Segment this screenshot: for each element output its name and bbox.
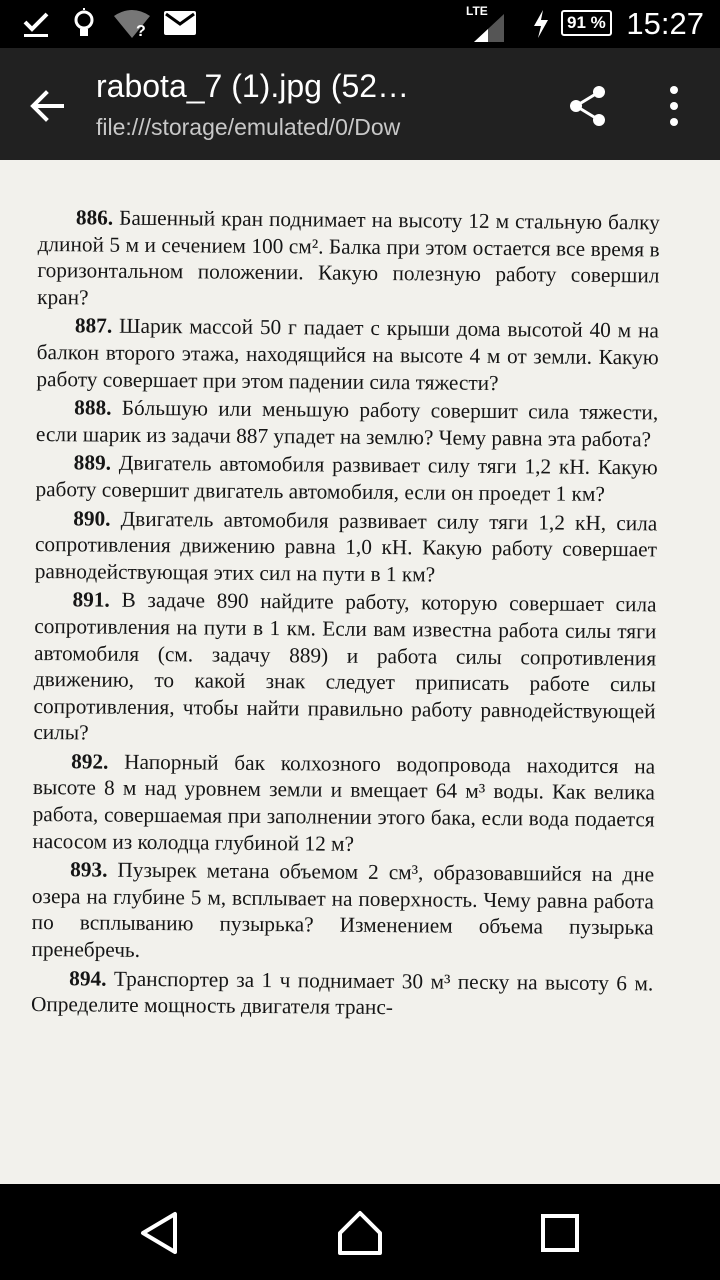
problem-887 <box>36 312 659 397</box>
app-bar <box>0 48 720 160</box>
problem-886 <box>37 204 660 316</box>
problem-text: Бóльшую или меньшую работу совершит сила тяжести, если шарик из задачи 887 упадет на землю? Чему равна эта работа? <box>35 395 659 452</box>
problem-number: 893. <box>70 857 108 882</box>
more-vert-icon[interactable] <box>660 84 688 128</box>
problem-text: Башенный кран поднимает на высоту 12 м стальную балку длиной 5 м и сечением 100 см². Балка при этом остается все время в горизонтальном положении. Какую полезную работу совершил кран? <box>37 205 660 310</box>
problem-text: Пузырек метана объемом 2 см³, образовавшийся на дне озера на глубине 5 м, всплывает на поверхность. Чему равна работа по всплыванию пузырька? Изменением объема пузырька пренебречь. <box>31 857 655 962</box>
problem-number: 890. <box>73 505 111 531</box>
problem-number: 886. <box>75 205 114 230</box>
share-icon[interactable] <box>566 84 610 128</box>
back-arrow-icon[interactable] <box>28 86 68 126</box>
navigation-bar <box>0 1184 720 1280</box>
problem-text: Напорный бак колхозного водопровода находится на высоте 8 м над уровнем земли и вмещает 64 м³ воды. Как велика работа, совершаемая при заполнении этого бака, если вода подается насосом из колодца глубиной 12 м? <box>32 749 656 856</box>
problem-number: 888. <box>74 395 112 420</box>
problem-number: 894. <box>69 965 107 991</box>
problem-889 <box>35 449 657 508</box>
file-path: file:///storage/emulated/0/Dow <box>96 114 401 140</box>
file-title: rabota_7 (1).jpg (52… <box>96 68 410 104</box>
problem-894 <box>31 965 653 1024</box>
battery-icon: 91 % <box>561 10 612 36</box>
problem-text: Транспортер за 1 ч поднимает 30 м³ песку на высоту 6 м. Определите мощность двигателя транс- <box>30 966 654 1020</box>
mail-icon <box>164 11 196 35</box>
lightbulb-icon <box>72 8 96 40</box>
problem-891 <box>33 586 656 751</box>
problem-890 <box>35 505 658 590</box>
problem-text: Двигатель автомобиля развивает силу тяги 1,2 кН. Какую работу совершит двигатель автомобиля, если он проедет 1 км? <box>35 451 658 506</box>
status-bar <box>0 0 720 48</box>
problem-text: Двигатель автомобиля развивает силу тяги 1,2 кН, сила сопротивления движению равна 1,0 кН. Какую работу совершает равнодействующая этих сил на пути в 1 км? <box>34 506 658 587</box>
svg-text:?: ? <box>136 23 146 38</box>
problem-text: В задаче 890 найдите работу, которую совершает сила сопротивления на пути в 1 км. Если вам известна работа силы тяги автомобиля (см. задачу 889) и работа силы сопротивления движению, то какой знак следует приписать работе силы сопротивления, чтобы найти правильно работу равнодействующей силы? <box>33 588 657 745</box>
home-icon[interactable] <box>335 1208 385 1258</box>
back-triangle-icon[interactable] <box>135 1208 185 1258</box>
download-done-icon <box>22 12 50 38</box>
problem-text: Шарик массой 50 г падает с крыши дома высотой 40 м на балкон второго этажа, находящийся на высоте 4 м от земли. Какую работу совершает при этом падении сила тяжести? <box>36 314 660 395</box>
problem-892 <box>32 748 655 860</box>
problem-number: 892. <box>71 749 109 774</box>
problem-888 <box>36 394 658 453</box>
problem-number: 889. <box>73 450 112 475</box>
image-viewer[interactable] <box>0 160 720 1184</box>
problem-number: 891. <box>72 587 110 612</box>
problem-893 <box>31 856 654 968</box>
charging-icon <box>532 10 550 38</box>
clock: 15:27 <box>626 6 704 41</box>
recents-icon[interactable] <box>535 1208 585 1258</box>
signal-icon <box>474 14 504 42</box>
problem-number: 887. <box>74 313 113 339</box>
document-page <box>31 204 660 1025</box>
wifi-unknown-icon <box>114 10 150 38</box>
network-type: LTE <box>466 4 488 18</box>
